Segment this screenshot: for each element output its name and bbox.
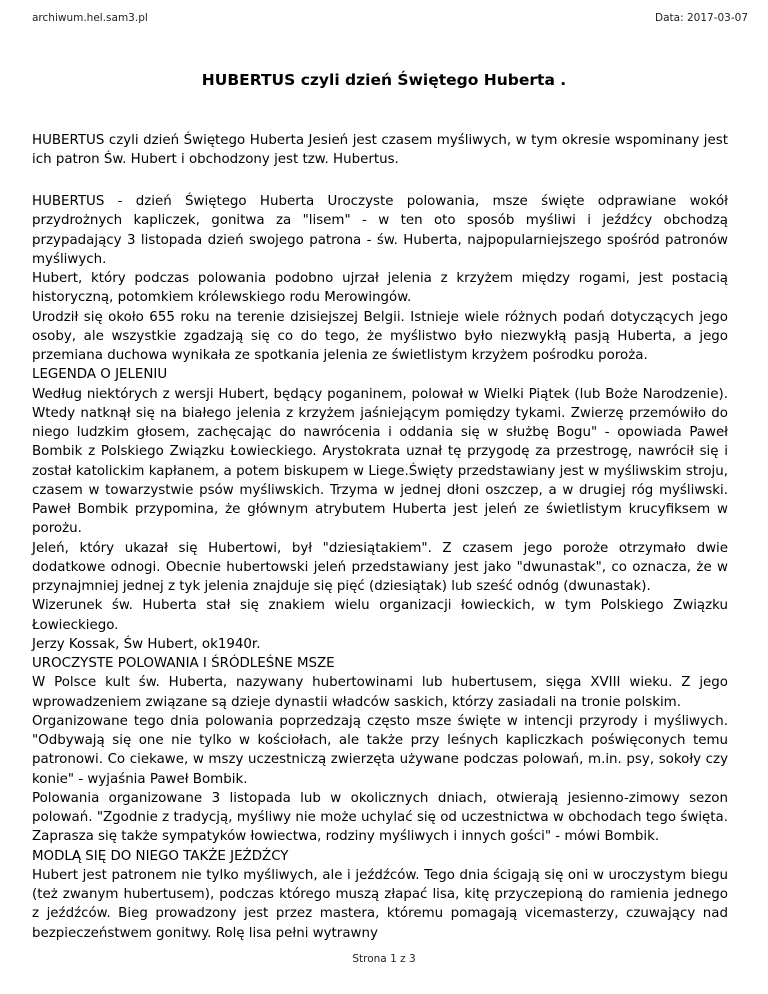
paragraph-deer: Jeleń, który ukazał się Hubertowi, był "dziesiątakiem". Z czasem jego poroże otrzymało dwie dodatkowe odnogi. Obecnie hubertowski jeleń przedstawiany jest jako "dwunastak", co oznacza, że w przynajmniej jednej z tyk jelenia znajduje się pięć (dziesiątak) lub sześć odnóg (dwunastak).	[32, 540, 728, 594]
site-url: archiwum.hel.sam3.pl	[32, 12, 148, 24]
paragraph-emblem: Wizerunek św. Huberta stał się znakiem wielu organizacji łowieckich, w tym Polskiego Związku Łowieckiego.	[32, 598, 728, 633]
caption-kossak: Jerzy Kossak, Św Hubert, ok1940r.	[32, 636, 261, 652]
article-body	[32, 192, 728, 943]
paragraph-season: Polowania organizowane 3 listopada lub w okolicznych dniach, otwierają jesienno-zimowy sezon polowań. "Zgodnie z tradycją, myśliwy nie może uchylać się od uczestnictwa w obchodach tego święta. Zaprasza się także sympatyków łowiectwa, rodziny myśliwych i innych gości" - mówi Bombik.	[32, 790, 728, 845]
paragraph-riders: Hubert jest patronem nie tylko myśliwych, ale i jeźdźców. Tego dnia ścigają się oni w uroczystym biegu (też zwanym hubertusem), podczas którego muszą złapać lisa, kitę przyczepioną do ramienia jednego z jeźdźców. Bieg prowadzony jest przez mastera, któremu pomagają vicemasterzy, czuwający nad bezpieczeństwem gonitwy. Rolę lisa pełni wytrawny	[32, 867, 728, 941]
paragraph-masses: Organizowane tego dnia polowania poprzedzają często msze święte w intencji przyrody i myśliwych. "Odbywają się one nie tylko w kościołach, ale także przy leśnych kapliczkach poświęconych temu patronowi. Co ciekawe, w mszy uczestniczą zwierzęta używane podczas polowań, m.in. psy, sokoły czy konie" - wyjaśnia Paweł Bombik.	[32, 713, 728, 787]
paragraph-hubert-history: Hubert, który podczas polowania podobno ujrzał jelenia z krzyżem między rogami, jest postacią historyczną, potomkiem królewskiego rodu Merowingów.	[32, 271, 728, 306]
intro-paragraph: HUBERTUS czyli dzień Świętego Huberta Jesień jest czasem myśliwych, w tym okresie wspominany jest ich patron Św. Hubert i obchodzony jest tzw. Hubertus.	[32, 133, 728, 168]
document-title: HUBERTUS czyli dzień Świętego Huberta .	[201, 71, 567, 89]
page-number: Strona 1 z 3	[352, 953, 416, 965]
paragraph-hubertus-day: HUBERTUS - dzień Świętego Huberta Uroczyste polowania, msze święte odprawiane wokół przydrożnych kapliczek, gonitwa za "lisem" - w ten oto sposób myśliwi i jeźdźcy obchodzą przypadający 3 listopada dzień swojego patrona - św. Huberta, najpopularniejszego spośród patronów myśliwych.	[32, 194, 728, 267]
print-date: Data: 2017-03-07	[655, 12, 748, 24]
section-heading-legend: LEGENDA O JELENIU	[32, 367, 168, 383]
section-heading-hunts: UROCZYSTE POLOWANIA I ŚRÓDLEŚNE MSZE	[32, 656, 335, 671]
section-heading-riders: MODLĄ SIĘ DO NIEGO TAKŻE JEŹDŹCY	[32, 848, 289, 864]
paragraph-legend: Według niektórych z wersji Hubert, będący poganinem, polował w Wielki Piątek (lub Boże Narodzenie). Wtedy natknął się na białego jelenia z krzyżem jaśniejącym pomiędzy tykami. Zwierzę przemówiło do niego ludzkim głosem, zachęcając do nawrócenia i oddania się w służbę Bogu" - opowiada Paweł Bombik z Polskiego Związku Łowieckiego. Arystokrata uznał tę przygodę za przestrogę, nawrócił się i został katolickim kapłanem, a potem biskupem w Liege.Święty przedstawiany jest w myśliwskim stroju, czasem w towarzystwie psów myśliwskich. Trzyma w jednej dłoni oszczep, a w drugiej róg myśliwski. Paweł Bombik przypomina, że głównym atrybutem Huberta jest jeleń ze świetlistym krucyfiksem w porożu.	[32, 386, 728, 537]
paragraph-cult: W Polsce kult św. Huberta, nazywany hubertowinami lub hubertusem, sięga XVIII wieku. Z jego wprowadzeniem związane są dzieje dynastii władców saskich, którzy zasiadali na tronie polskim.	[32, 675, 728, 710]
paragraph-birth: Urodził się około 655 roku na terenie dzisiejszej Belgii. Istnieje wiele różnych podań dotyczących jego osoby, ale wszystkie zgadzają się co do tego, że myślistwo było niezwykłą pasją Huberta, a jego przemiana duchowa wynikała ze spotkania jelenia ze świetlistym krzyżem pośrodku poroża.	[32, 309, 728, 363]
